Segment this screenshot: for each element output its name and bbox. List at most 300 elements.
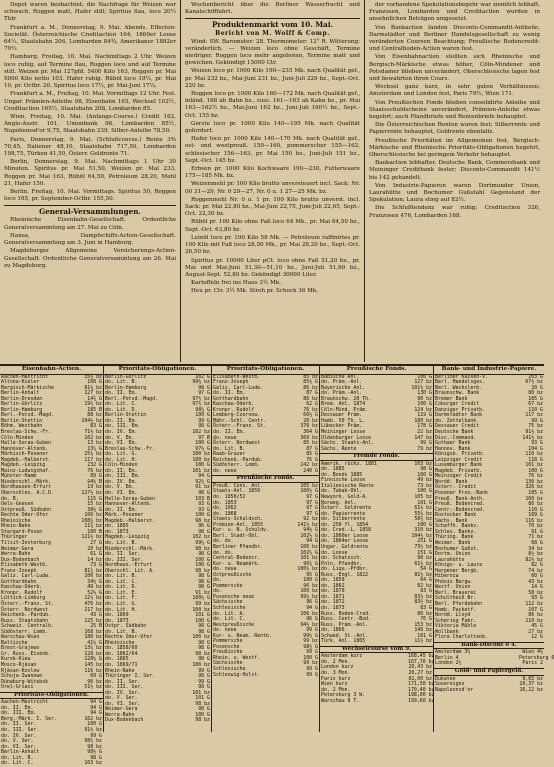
security-quote: 27 bz [528,628,543,635]
security-name: Berlin 4 [435,654,459,661]
security-name: do. 1853 [213,499,237,506]
security-name: Kaschau-Oderb. [1,584,43,591]
security-name: Berl.-Potsd.-Magd. [105,395,158,402]
security-name: London 2½ [435,660,462,667]
security-name: Sächsische [213,599,243,606]
security-quote: 101 G [195,612,210,619]
security-name: Magdeb.-Halberst. [1,456,52,463]
security-name: Gr. Russ. Eisenb. [1,650,52,657]
security-name: do. 1865 [105,656,129,663]
security-quote: 100 bz [192,634,210,641]
security-name: Russ. Boden-Cred. [321,610,372,617]
security-quote: 13 bz [87,440,102,447]
security-quote: 107 G [528,606,543,613]
security-quote: 22 bz [417,429,432,436]
security-name: do. Präm.-Anl. [321,379,363,386]
security-name: Oberschl. Lit. A. [105,567,156,574]
exchange-paragraph: Die Schlußtendenz war ruhig; Creditactien 326, Franzosen 476, Lombarden 168. [369,205,540,219]
security-quote: 118 G [528,456,543,463]
security-name: Weimar. Bank [435,539,471,546]
security-quote: 94 G [306,604,318,611]
potatoes-note: Kartoffeln frei ins Haus 3½ Mk. [191,280,282,287]
security-quote: 100 G [303,577,318,584]
security-name: do. IV. Em. [105,478,138,485]
security-quote: 117 bz [525,412,543,419]
security-quote: 98 bz [195,567,210,574]
security-name: Galiz. Carl-Ludw. [213,384,264,391]
security-name: Badische Anl. [321,373,360,380]
general-meetings-heading: General-Versammlungen. [39,207,141,217]
security-quote: 103 bz [84,760,102,767]
security-quote: 71 bz [528,534,543,541]
security-quote: 128½ G [84,656,102,663]
security-name: Dessauer Credit [435,423,480,430]
security-name: Königsb. Privatb. [435,451,486,458]
security-quote: 67 bz [528,401,543,408]
table-rows [434,649,554,667]
security-quote: 88 bz [87,412,102,419]
security-name: Dux-Bodenbach [1,556,40,563]
security-name: Thüringer I. Ser. [105,673,156,680]
table-row [434,661,544,667]
divider [4,205,176,206]
security-name: Aachen-Mastricht [1,699,49,706]
security-name: Werra-Bahn [1,551,31,558]
security-quote: 100 G [87,721,102,728]
security-name: Meininger Credit [435,473,483,480]
security-name: Darmstädter Bank [435,412,483,419]
security-name: Preußische [213,649,243,656]
security-quote: 94½ bz [300,621,318,628]
security-name: do. VI. Ser. [1,743,37,750]
security-name: do. Präm.-Anl. [321,390,363,397]
security-name: do. 3 Mon. [321,669,351,676]
security-name: do. IV. Ser. [1,732,37,739]
security-quote: 98 G [198,623,210,630]
table-rows [0,700,103,767]
security-name: Thüringer [1,534,28,541]
security-name: Rostocker Bank [435,512,477,519]
security-name: Newyork. Gold-A. [321,494,369,501]
security-quote: 54 G [420,566,432,573]
security-name: Bergisch-Märkische [1,384,54,391]
security-quote: 43 G [90,612,102,619]
security-quote: 98 G [198,639,210,646]
freight-report-intro: Wochenbericht über die Berliner Wasserfracht und Kanalschifffahrt. [185,2,360,16]
security-name: do. Lit. C. [213,616,246,623]
security-name: Altona-Kieler [1,379,40,386]
security-name: Harpener Bergb. [435,567,480,574]
security-quote: 108¼ bz [81,517,102,524]
security-name: Gotthardbahn [1,578,37,585]
security-quote: 100 B [87,528,102,535]
security-name: do. V. Ser. [105,695,138,702]
security-name: Kur- u. Neum. Rentb. [213,632,272,639]
security-quote: 14 G [531,584,543,591]
security-name: Schweiz. Centralb. [1,623,54,630]
exchange-tables [0,364,554,767]
security-name: Braunschw. 20 Th. [321,395,372,402]
security-name: Amsterdam 3½ [435,649,471,656]
market-paragraph: Erbsen pr. 1000 Kilo Kochwaare 190—230, Futterwaare 175—185 Mk. bz. [185,166,360,180]
table-subheading: Wechselcourse vom 9. [320,646,433,654]
security-quote: 100½ bz [297,566,318,573]
security-quote: 99 G [198,678,210,685]
security-quote: 127½ bz [81,490,102,497]
exchange-paragraph: Von Preußischen Fonds blieben consolidirte Anleihe und Staatsschuldscheine unverändert, Prämien-Anleihe etwas begehrt; auch Pfandbriefe und Rentenbriefe behauptet. [369,99,540,121]
security-quote: 100 bz [300,588,318,595]
security-name: Berlin-Hamburg [105,384,147,391]
security-quote: 89 G [90,473,102,480]
exchange-paragraph: Von Eisenbahnactien stellten sich Rheinische und Bergisch-Märkische etwas höher, Cöln-Mindener und Potsdamer blieben unverändert, Oberschlesische lagen fest und bewahrten ihren Cours. [369,54,540,83]
security-quote: 61 G [90,551,102,558]
security-name: Hamb. Packetf. [435,606,477,613]
security-name: Raab-Grazer [213,451,246,458]
security-name: do. VI. Ser. [105,700,141,707]
security-quote: 97 G [306,510,318,517]
security-quote: 99 G [306,649,318,656]
security-quote: 20,37 bz [519,681,543,688]
security-quote: 15 bz [87,501,102,508]
table-row [104,718,211,724]
security-quote: 100 G [417,373,432,380]
security-quote: 52½ G [87,589,102,596]
security-quote: 58¼ bz [414,516,432,523]
market-paragraph: Spiritus pr. 10000 Liter pCt. loco ohne Faß 51,20 bz., pr. Mai und Mai-Juni 51,30—51,10 bz., Juni-Juli 51,60 bz., August-Sept. 52,80 bz. Gekündigt 30000 Liter. [185,257,360,278]
security-quote: 98 G [198,384,210,391]
security-name: do. VI. Em. [105,440,138,447]
security-name: do. 250 fl. 1854 [321,521,369,528]
security-name: do. 1862 [213,505,237,512]
market-paragraph: Roggenmehl Nr. 0 u. 1 pr. 100 Kilo brutto unverst. incl. Sack: pr. Mai 22,80 bz., Mai-Juni 22,75, Juni-Juli 22,65, Sept.-Oct. 22,30 bz. [185,196,360,218]
security-quote: 76 bz [303,406,318,413]
security-quote: 98 G [420,466,432,473]
security-name: do. Lit. B. [105,573,138,580]
security-quote: 70 bz [528,523,543,530]
security-quote: 98½ G [195,406,210,413]
security-name: do. 1866 [321,627,345,634]
security-name: do. Loose [321,549,348,556]
divider [185,18,360,19]
security-name: Pommersche [213,582,243,589]
security-quote: 73 G [90,562,102,569]
column-middle [181,0,365,362]
security-name: Pommersche [213,638,243,645]
security-name: do. III. Ser. [1,727,40,733]
security-quote: 82 G [531,562,543,569]
security-name: do. III. Ser. [105,684,144,691]
security-name: do. 1869/71 [105,661,138,668]
security-quote: 110 G [528,406,543,413]
market-paragraph: Wind: SW. Barometer: 28. Thermometer: 12° R. Witterung: veränderlich. — Weizen loco ohne Geschäft, Termine niedriger. Roggen loco mehr angeboten, Termine matt und gewichen. Gekündigt 15000 Ctr. [185,38,360,67]
report-paragraph: Paris, Donnerstag, 9. Mai. (Schlußcourse.) Rente 3% 70,45, Italiener 48,10, Staatsbahn 717,50, Lombarden 198,75, Türken 41,50, Österr. Goldrente 71. [4,136,176,158]
security-quote: 100 G [195,512,210,519]
security-quote: 94 G [306,538,318,545]
security-quote: 100 bz [192,451,210,458]
security-quote: 100 G [195,617,210,624]
text-section [0,0,544,362]
security-quote: 203 G [528,373,543,380]
security-quote: 100 G [417,521,432,528]
security-name: do. III. Em. [105,473,141,480]
security-quote: 11½ bz [414,638,432,645]
table-rows [434,375,544,641]
security-name: do. Lit. H. [105,456,138,463]
security-name: Wollbank [435,628,459,635]
table-row [434,635,544,641]
security-name: Ostpreußische [213,571,252,578]
security-name: Mosco-Rjäsan [1,661,37,668]
security-name: Deutsche Bank [435,429,474,436]
security-name: Münster-Hamm [1,473,37,480]
security-quote: 102 bz [192,534,210,541]
security-quote: 310 bz [414,527,432,534]
security-name: Staats-Anl. 1859 [213,488,261,495]
meeting-notice: Magdeburger Allgemeine Versicherungs-Actien-Gesellschaft. Ordentliche Generalversammlung am 26. Mai zu Magdeburg. [4,248,176,269]
security-quote: 98 bz [195,517,210,524]
table-rows [212,484,319,678]
security-quote: 93 G [531,440,543,447]
security-quote: 185 B [87,406,102,413]
security-name: Schwed. St.-Anl. [321,632,369,639]
security-quote: 101 G [417,499,432,506]
security-quote: 69 G [90,673,102,680]
security-quote: 171,50 bz [408,681,435,688]
security-quote: 168 bz [84,628,102,635]
security-name: do. Lit. G. [105,451,138,458]
security-quote: 370 bz [300,423,318,430]
security-name: do. II. Ser. [1,721,37,728]
security-quote: 13¼ G [87,445,102,452]
security-name: do. III. Em. [105,423,141,430]
security-name: do. IV. Ser. [105,689,141,696]
security-quote: Wien 4½ [522,649,543,656]
security-quote: 99 G [198,667,210,674]
security-quote: 130 G [417,390,432,397]
security-name: Weimar-Gera [105,706,138,713]
security-quote: 87 G [306,445,318,452]
security-name: Wien kurz [321,681,348,688]
security-quote: 66½ G [303,412,318,419]
security-name: Rheinische [105,639,135,646]
security-quote: 100 G [195,440,210,447]
security-quote: 251 G [417,538,432,545]
security-name: Böhm. Westbahn [1,423,43,430]
exchange-paragraph: der vorhandene Spekulationsbegehr war ziemlich lebhaft, Franzosen, Lombarden und Creditactien wurden in ansehnlichen Beträgen umgesetzt. [369,2,540,23]
security-quote: 100 G [195,412,210,419]
security-quote: 12½ bz [84,595,102,602]
security-quote: 67½ bz [525,379,543,386]
security-name: Gothaer Bank [435,440,471,447]
table-rows [212,375,319,475]
security-name: Prämien-Anl. 1855 [213,521,264,528]
security-quote: 105 bz [414,494,432,501]
security-name: Mähr.-Schl. Centr. [213,417,266,424]
security-quote: 49 bz [417,477,432,484]
security-name: Kur- u. N. Schuldv. [213,527,269,534]
security-name: do. V. Em. [105,434,135,441]
table-subheading: Preußische Fonds. [212,475,319,483]
security-quote: Petersburg 6 [519,654,554,661]
security-name: Central-Bodencr. [213,555,261,562]
security-name: do. II. Em. [213,429,246,436]
security-quote: Paris 2 [522,660,543,667]
security-quote: 100½ G [300,488,318,495]
security-name: do. Lit. C. [105,401,138,408]
security-quote: 151 G [417,549,432,556]
security-name: Berlin-Stettin [1,417,43,424]
security-name: Tilsit-Insterburg [1,539,52,546]
security-quote: 92 bz [303,516,318,523]
security-quote: 242 bz [300,462,318,469]
security-quote: 19½ bz [84,401,102,408]
security-quote: 97 G [306,494,318,501]
security-name: do. VI. Em. [105,490,138,497]
security-quote: 100½ G [192,595,210,602]
security-quote: 364 G [303,429,318,436]
security-quote: 82½ bz [525,556,543,563]
table-heading: Bank- und Industrie-Papiere. [434,366,544,375]
security-quote: 83 G [420,604,432,611]
security-quote: 104 G [528,445,543,452]
security-name: Amsterdam kurz [321,653,363,660]
security-quote: 91½ bz [84,727,102,733]
security-name: do. II. Ser. [105,551,141,558]
exchange-paragraph: Die Österreichischen Renten waren fest; Silberrente und Papierrente behauptet, Goldrente ebenfalls. [369,122,540,136]
security-name: Berl. Pferdebahn [435,600,483,607]
security-name: Ostpr. Südbahn [105,623,147,630]
security-quote: 76 G [420,616,432,623]
security-quote: 103 B [195,495,210,502]
security-name: do. Lit. B. [105,379,138,386]
security-quote: 86 bz [303,395,318,402]
security-name: do. II. Em. [105,467,138,474]
security-name: Niederschl.-Märk. [1,478,52,485]
security-quote: 86 bz [528,612,543,619]
security-name: Russ.-Engl. 1822 [321,571,369,578]
security-name: do. 1860er Loose [321,532,369,539]
security-name: Rechte Oder-Ufer [1,512,49,519]
security-name: Oberschles. A.C.D. [1,490,54,497]
security-name: do. 1869 [105,612,129,619]
general-meetings-notes [4,217,176,269]
security-name: Nordd. Lloyd [435,612,471,619]
exchange-report-paragraphs [369,2,540,220]
table-priority-bonds-1 [104,366,212,732]
table-row [0,761,103,767]
security-quote: 73½ bz [414,543,432,550]
security-name: do. neue [213,467,237,474]
security-quote: 98 G [198,706,210,713]
security-name: Berl. Handelsges. [435,379,486,386]
security-quote: 90 bz [87,678,102,685]
security-quote: 170,40 bz [408,686,435,693]
security-name: Nordhausen-Erfurt [1,484,52,491]
security-name: Dux-Bodenbach [105,717,144,724]
security-quote: 98 G [198,578,210,585]
security-quote: 99 G [306,665,318,672]
security-name: Österr. Credit [435,484,477,491]
security-quote: 99 bz [195,600,210,607]
security-name: Brem. Anl. 1874 [321,401,366,408]
security-quote: 73 bz [417,482,432,489]
security-quote: 149 bz [414,627,432,634]
security-quote: 101½ bz [411,384,432,391]
report-paragraph: Berlin, Donnerstag, 9. Mai. Nachmittags 1 Uhr 30 Minuten. Spiritus pr. Mai 51,50, Weizen pr. Mai 233, Roggen pr. Mai 163, Rüböl 64,50, Petroleum 28,20, Mehl 21, Hafer 150. [4,159,176,187]
security-quote: 41½ G [87,639,102,646]
security-name: Laurahütte [435,556,465,563]
security-quote: 105 G [528,490,543,497]
security-name: do. Lit. C. [1,760,34,767]
security-name: do. II. Em. [105,417,138,424]
security-quote: 199,60 bz [408,697,435,704]
report-paragraph: Wien, Freitag, 10. Mai. (Anfangs-Course.) Credit 162, Anglo-Austr. 101, Unionbank 98, Lombarden 85½, Napoleonsd'or 9,75, Staatsbahn 239, Silber-Anleihe 78,50. [4,114,176,135]
security-quote: 124 bz [414,406,432,413]
security-quote: 82 bz [417,582,432,589]
security-quote: 14 bz [87,556,102,563]
security-quote: 86 bz [528,501,543,508]
security-name: do. Lit. B. [105,539,138,546]
security-name: Hannover-Altenb. [1,445,49,452]
security-quote: 35½ bz [84,373,102,380]
security-quote: 38½ G [87,506,102,513]
security-name: do. do. [213,538,234,545]
security-quote: 81,00 bz [408,675,432,682]
security-quote: 99½ G [195,539,210,546]
security-name: do. 1862/64 [105,650,138,657]
security-name: Italienische Rente [321,482,374,489]
security-quote: 93 G [198,506,210,513]
security-quote: 98 bz [87,743,102,750]
security-name: Kronpr. Rudolf [213,406,255,413]
table-subheading: Gold- und Papiergeld. [434,668,544,676]
market-paragraph: Weizenmehl pr. 100 Kilo brutto unversteuert incl. Sack: Nr. 00 31—29, Nr. 0 29—27, Nr. 0 u. 1 27—25 Mk. bz. [185,181,360,195]
security-quote: 108 G [87,379,102,386]
security-quote: 101 bz [300,555,318,562]
security-name: do. Bonds 1885 [321,471,363,478]
security-quote: 76 bz [87,467,102,474]
security-quote: 105 bz [300,482,318,489]
security-name: Viktoria Mühle [435,623,477,630]
security-quote: 101 G [195,695,210,702]
security-quote: 100 G [195,462,210,469]
security-name: Hannov. Bank [435,445,471,452]
security-quote: 98 bz [195,700,210,707]
security-quote: 97 B [198,434,210,441]
security-quote: 119 G [417,412,432,419]
security-name: do. Lit. B. [1,754,34,761]
security-quote: 98 G [198,656,210,663]
security-name: Lübecker Präm. [321,423,363,430]
column-left-paragraphs [4,2,176,203]
security-name: Breslau-Schw.-Fr. [1,429,52,436]
security-quote: 94 G [198,473,210,480]
security-quote: 80 bz [417,610,432,617]
security-quote: 97 G [306,505,318,512]
security-name: do. 1862 [321,582,345,589]
security-name: Schultheiß Br. [435,595,477,602]
security-name: Petersburg 3 W. [321,692,366,699]
security-name: Berliner Kassen-V. [435,373,488,380]
security-quote: 98 G [90,754,102,761]
security-name: Disc.-Command. [435,434,477,441]
security-name: Dukaten [435,675,456,682]
security-quote: 98 G [198,673,210,680]
security-name: Weimar-Gera [1,545,34,552]
security-name: Luxemburger Bank [435,462,483,469]
security-name: do. Papierrente [321,510,366,517]
security-name: Berliner Pfandbr. [213,543,264,550]
